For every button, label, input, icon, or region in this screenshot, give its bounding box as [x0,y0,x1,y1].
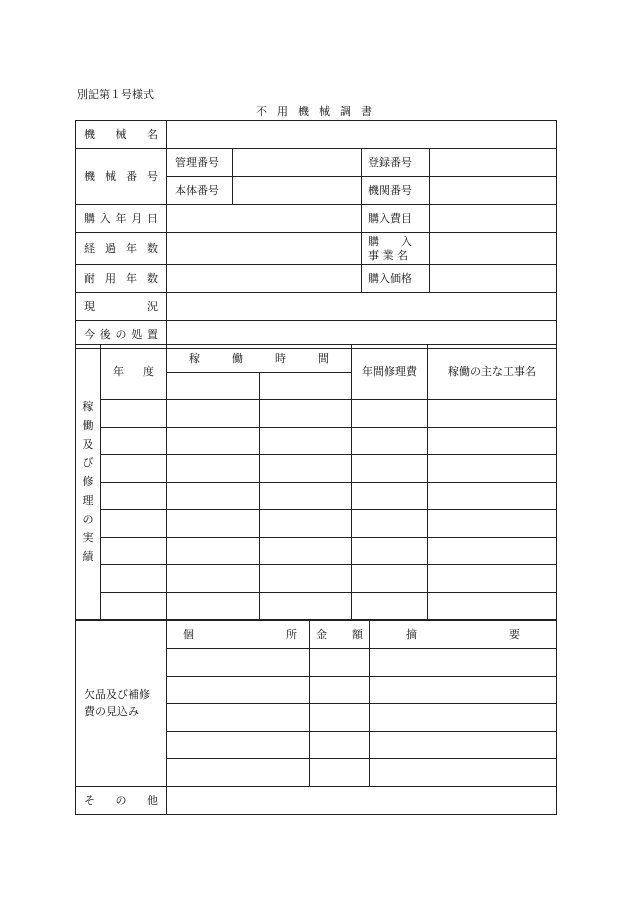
place-cell[interactable] [167,649,310,677]
hours-cell-1[interactable] [167,565,260,593]
purchase-price-value[interactable] [430,265,557,293]
works-cell[interactable] [428,510,557,538]
purchase-item-label: 購入費目 [362,205,430,233]
elapsed-years-text: 経 過 年 数 [84,241,158,255]
hours-header-text: 稼 働 時 間 [189,351,329,365]
year-cell[interactable] [101,482,167,510]
purchase-item-value[interactable] [430,205,557,233]
body-number-label: 本体番号 [167,177,233,205]
service-life-text: 耐 用 年 数 [84,271,158,285]
amount-cell[interactable] [310,704,370,732]
status-value[interactable] [167,293,557,321]
works-cell[interactable] [428,455,557,483]
year-cell[interactable] [101,565,167,593]
year-cell[interactable] [101,510,167,538]
summary-cell[interactable] [370,649,557,677]
operation-section-label [76,345,101,620]
repair-cost-cell[interactable] [352,455,428,483]
hours-cell-2[interactable] [260,510,352,538]
operation-section-char: 績 [82,550,94,564]
body-number-value[interactable] [233,177,362,205]
status-text: 現 況 [84,299,158,313]
purchase-date-label [76,205,167,233]
year-cell[interactable] [101,455,167,483]
other-label-text: そ の 他 [84,793,158,807]
shortage-estimate-table [75,620,557,787]
year-header [101,345,167,400]
registration-number-label: 登録番号 [362,149,430,177]
summary-cell[interactable] [370,704,557,732]
operation-record-table [75,344,557,620]
works-cell[interactable] [428,537,557,565]
place-cell[interactable] [167,676,310,704]
management-number-value[interactable] [233,149,362,177]
operation-section-char: 修 [82,475,94,489]
repair-cost-cell[interactable] [352,400,428,428]
summary-header [370,621,557,649]
amount-cell[interactable] [310,649,370,677]
summary-header-text: 摘 要 [406,627,520,641]
summary-cell[interactable] [370,676,557,704]
works-cell[interactable] [428,400,557,428]
operation-row [76,455,557,483]
hours-header [167,345,352,373]
purchase-project-label-line1: 購 入 [368,235,412,249]
machine-number-label [76,149,167,205]
place-header [167,621,310,649]
operation-section-char: の [82,512,94,526]
operation-row [76,400,557,428]
operation-row [76,592,557,620]
purchase-project-label [362,233,430,265]
year-cell[interactable] [101,537,167,565]
operation-section-char: 及 [82,437,94,451]
works-header: 稼働の主な工事名 [428,345,557,400]
management-number-label: 管理番号 [167,149,233,177]
hours-subcol-2 [260,373,352,400]
repair-cost-cell[interactable] [352,510,428,538]
repair-cost-cell[interactable] [352,565,428,593]
elapsed-years-label [76,233,167,265]
form-number: 別記第１号様式 [77,88,154,101]
operation-row [76,537,557,565]
status-label [76,293,167,321]
place-header-text: 個 所 [183,627,297,641]
purchase-date-value[interactable] [167,205,362,233]
hours-cell-2[interactable] [260,455,352,483]
amount-header [310,621,370,649]
operation-section-char: び [82,456,94,470]
purchase-price-label: 購入価格 [362,265,430,293]
registration-number-value[interactable] [430,149,557,177]
operation-section-char: 理 [82,493,94,507]
hours-cell-1[interactable] [167,510,260,538]
works-cell[interactable] [428,565,557,593]
purchase-project-value[interactable] [430,233,557,265]
disposal-text: 今 後 の 処 置 [84,327,158,341]
hours-cell-1[interactable] [167,592,260,620]
hours-cell-1[interactable] [167,537,260,565]
hours-cell-2[interactable] [260,482,352,510]
amount-cell[interactable] [310,676,370,704]
place-cell[interactable] [167,731,310,759]
hours-cell-2[interactable] [260,427,352,455]
year-cell[interactable] [101,592,167,620]
works-cell[interactable] [428,592,557,620]
repair-cost-cell[interactable] [352,537,428,565]
operation-section-char: 稼 [82,400,94,414]
hours-cell-2[interactable] [260,400,352,428]
place-cell[interactable] [167,704,310,732]
shortage-section-label-line1: 欠品及び補修 [84,687,150,701]
repair-cost-header: 年間修理費 [352,345,428,400]
machine-name-label [76,121,167,149]
operation-section-char: 働 [82,418,94,432]
hours-cell-2[interactable] [260,537,352,565]
year-cell[interactable] [101,400,167,428]
elapsed-years-value[interactable] [167,233,362,265]
operation-row [76,510,557,538]
service-life-label [76,265,167,293]
engine-number-value[interactable] [430,177,557,205]
summary-cell[interactable] [370,759,557,787]
works-cell[interactable] [428,427,557,455]
shortage-section-label-line2: 費の見込み [84,705,139,719]
works-cell[interactable] [428,482,557,510]
amount-cell[interactable] [310,731,370,759]
hours-cell-2[interactable] [260,592,352,620]
year-cell[interactable] [101,427,167,455]
year-header-text: 年 度 [113,365,154,379]
machine-info-table [75,120,557,349]
document-title: 不用機械調書 [256,105,382,118]
amount-header-text: 金 額 [316,627,363,641]
machine-number-text: 機 械 番 号 [84,169,158,183]
shortage-section-label [76,621,167,787]
hours-cell-2[interactable] [260,565,352,593]
other-label [76,787,167,815]
other-value[interactable] [167,787,557,815]
purchase-project-label-line2: 事 業 名 [368,248,408,262]
other-table [75,786,557,815]
hours-cell-1[interactable] [167,427,260,455]
operation-row [76,482,557,510]
repair-cost-cell[interactable] [352,482,428,510]
purchase-date-text: 購 入 年 月 日 [84,211,158,225]
service-life-value[interactable] [167,265,362,293]
hours-subcol-1 [167,373,260,400]
operation-section-char: 実 [82,531,94,545]
hours-cell-1[interactable] [167,455,260,483]
machine-name-text: 機 械 名 [84,127,158,141]
summary-cell[interactable] [370,731,557,759]
hours-cell-1[interactable] [167,482,260,510]
amount-cell[interactable] [310,759,370,787]
machine-name-value[interactable] [167,121,557,149]
place-cell[interactable] [167,759,310,787]
operation-row [76,427,557,455]
repair-cost-cell[interactable] [352,427,428,455]
hours-cell-1[interactable] [167,400,260,428]
operation-row [76,565,557,593]
repair-cost-cell[interactable] [352,592,428,620]
engine-number-label: 機関番号 [362,177,430,205]
operation-section-text [76,400,100,564]
